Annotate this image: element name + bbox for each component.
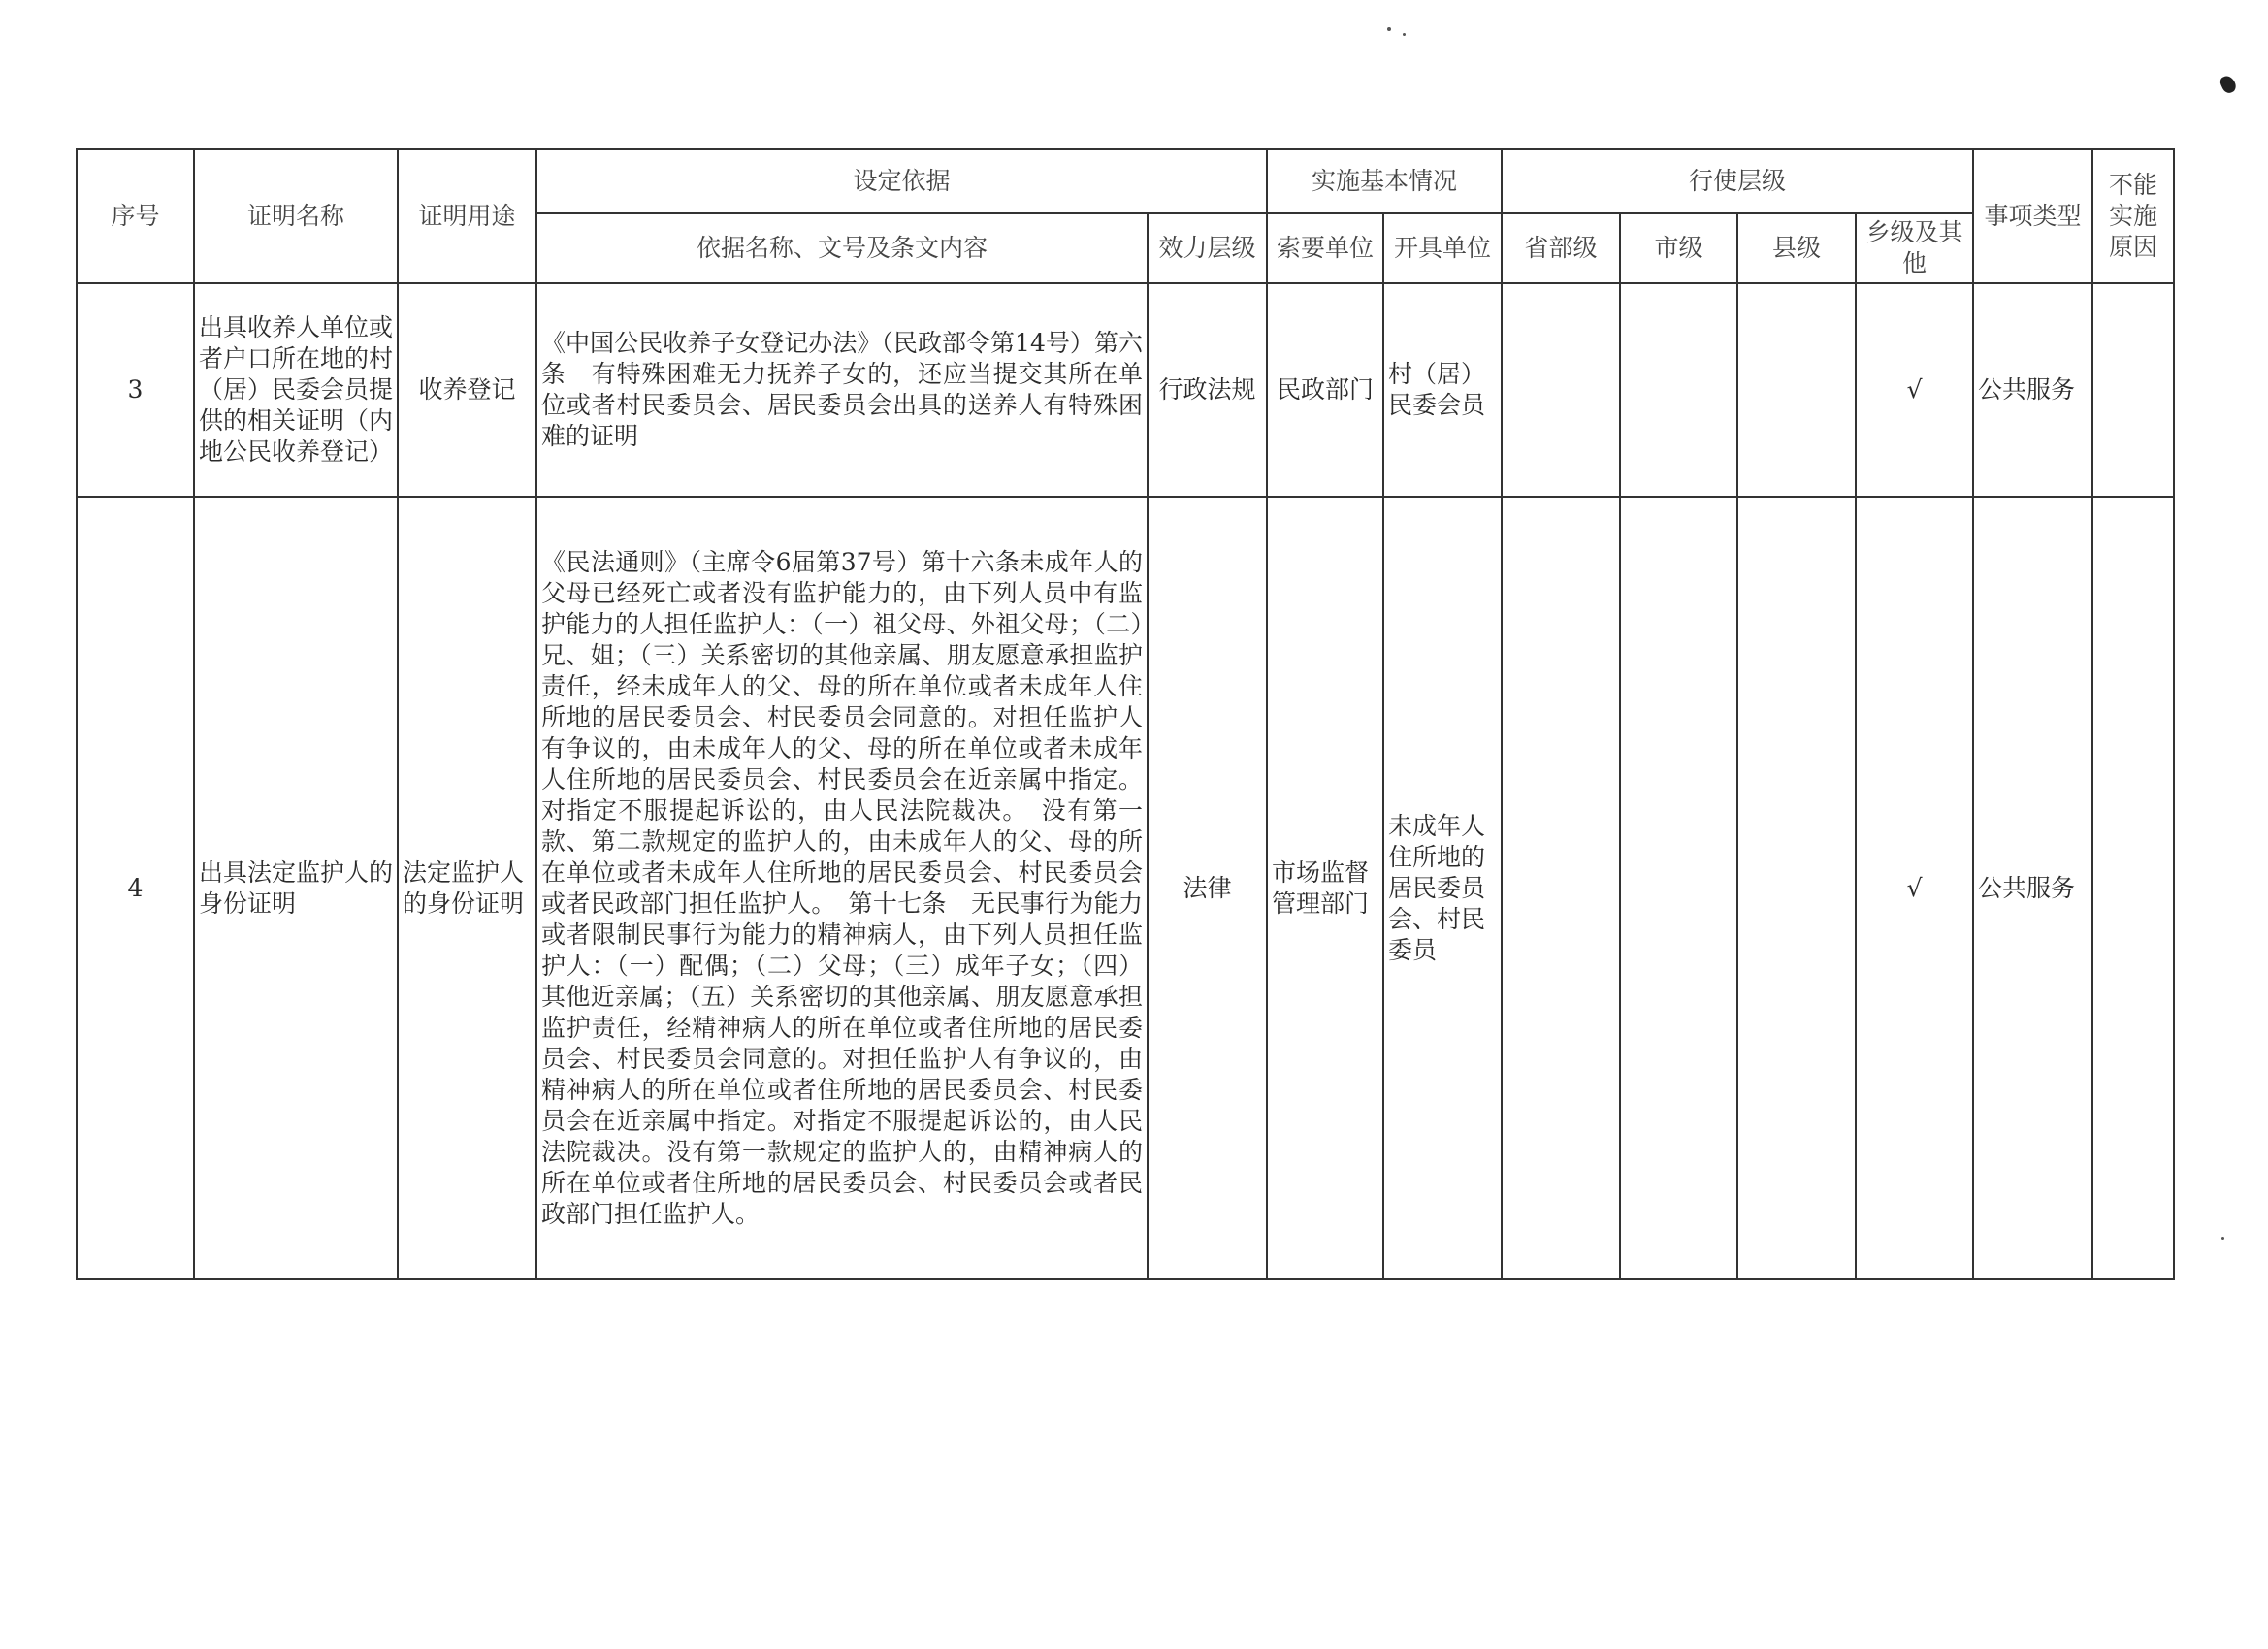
cell-effect-level: 行政法规 bbox=[1148, 283, 1267, 497]
cell-county bbox=[1737, 283, 1856, 497]
certification-table bbox=[76, 148, 2175, 1280]
cell-seq: 4 bbox=[77, 497, 194, 1279]
cell-purpose: 收养登记 bbox=[398, 283, 536, 497]
cell-requester: 民政部门 bbox=[1267, 283, 1383, 497]
cell-purpose: 法定监护人的身份证明 bbox=[398, 497, 536, 1279]
scan-speck bbox=[1387, 27, 1391, 31]
cell-province bbox=[1502, 497, 1620, 1279]
cell-effect-level: 法律 bbox=[1148, 497, 1267, 1279]
header-township: 乡级及其他 bbox=[1856, 213, 1973, 283]
cell-requester: 市场监督管理部门 bbox=[1267, 497, 1383, 1279]
header-seq: 序号 bbox=[77, 149, 194, 283]
header-county: 县级 bbox=[1737, 213, 1856, 283]
cell-county bbox=[1737, 497, 1856, 1279]
cell-name: 出具法定监护人的身份证明 bbox=[194, 497, 398, 1279]
cell-issuer: 村（居）民委会员 bbox=[1383, 283, 1502, 497]
scan-speck bbox=[2221, 1237, 2224, 1240]
cell-city bbox=[1620, 283, 1737, 497]
table-row bbox=[77, 283, 2174, 497]
cell-cannot bbox=[2092, 283, 2174, 497]
cell-township: √ bbox=[1856, 497, 1973, 1279]
header-effect-level: 效力层级 bbox=[1148, 213, 1267, 283]
cell-type: 公共服务 bbox=[1973, 497, 2092, 1279]
cell-name: 出具收养人单位或者户口所在地的村（居）民委会员提供的相关证明（内地公民收养登记） bbox=[194, 283, 398, 497]
scan-speck bbox=[1403, 33, 1406, 36]
header-province: 省部级 bbox=[1502, 213, 1620, 283]
header-issuer: 开具单位 bbox=[1383, 213, 1502, 283]
header-basis-content: 依据名称、文号及条文内容 bbox=[536, 213, 1148, 283]
cell-type: 公共服务 bbox=[1973, 283, 2092, 497]
header-type: 事项类型 bbox=[1973, 149, 2092, 283]
header-level-group: 行使层级 bbox=[1502, 149, 1973, 213]
header-city: 市级 bbox=[1620, 213, 1737, 283]
header-impl-group: 实施基本情况 bbox=[1267, 149, 1502, 213]
cell-city bbox=[1620, 497, 1737, 1279]
cell-cannot bbox=[2092, 497, 2174, 1279]
header-name: 证明名称 bbox=[194, 149, 398, 283]
header-requester: 索要单位 bbox=[1267, 213, 1383, 283]
header-basis-group: 设定依据 bbox=[536, 149, 1267, 213]
cell-township: √ bbox=[1856, 283, 1973, 497]
header-purpose: 证明用途 bbox=[398, 149, 536, 283]
header-cannot: 不能实施原因 bbox=[2092, 149, 2174, 283]
cell-province bbox=[1502, 283, 1620, 497]
table-row bbox=[77, 497, 2174, 1279]
cell-basis: 《民法通则》（主席令6届第37号）第十六条未成年人的父母已经死亡或者没有监护能力的，由下列人员中有监护能力的人担任监护人：（一）祖父母、外祖父母；（二）兄、姐；（三）关系密切的其他亲属、朋友愿意承担监护责任，经未成年人的父、母的所在单位或者未成年人住所地的居民委员会、村民委员会同意的。对担任监护人有争议的，由未成年人的父、母的所在单位或者未成年人住所地的居民委员会、村民委员会在近亲属中指定。对指定不服提起诉讼的，由人民法院裁决。 没有第一款、第二款规定的监护人的，由未成年人的父、母的所在单位或者未成年人住所地的居民委员会、村民委员会或者民政部门担任监护人。 第十七条 无民事行为能力或者限制民事行为能力的精神病人，由下列人员担任监护人：（一）配偶；（二）父母；（三）成年子女；（四）其他近亲属；（五）关系密切的其他亲属、朋友愿意承担监护责任，经精神病人的所在单位或者住所地的居民委员会、村民委员会同意的。对担任监护人有争议的，由精神病人的所在单位或者住所地的居民委员会、村民委员会在近亲属中指定。对指定不服提起诉讼的，由人民法院裁决。没有第一款规定的监护人的，由精神病人的所在单位或者住所地的居民委员会、村民委员会或者民政部门担任监护人。 bbox=[536, 497, 1148, 1279]
header-row-1 bbox=[77, 149, 2174, 213]
cell-issuer: 未成年人住所地的居民委员会、村民委员 bbox=[1383, 497, 1502, 1279]
cell-seq: 3 bbox=[77, 283, 194, 497]
cell-basis: 《中国公民收养子女登记办法》（民政部令第14号）第六条 有特殊困难无力抚养子女的，还应当提交其所在单位或者村民委员会、居民委员会出具的送养人有特殊困难的证明 bbox=[536, 283, 1148, 497]
ink-mark bbox=[2219, 74, 2238, 95]
